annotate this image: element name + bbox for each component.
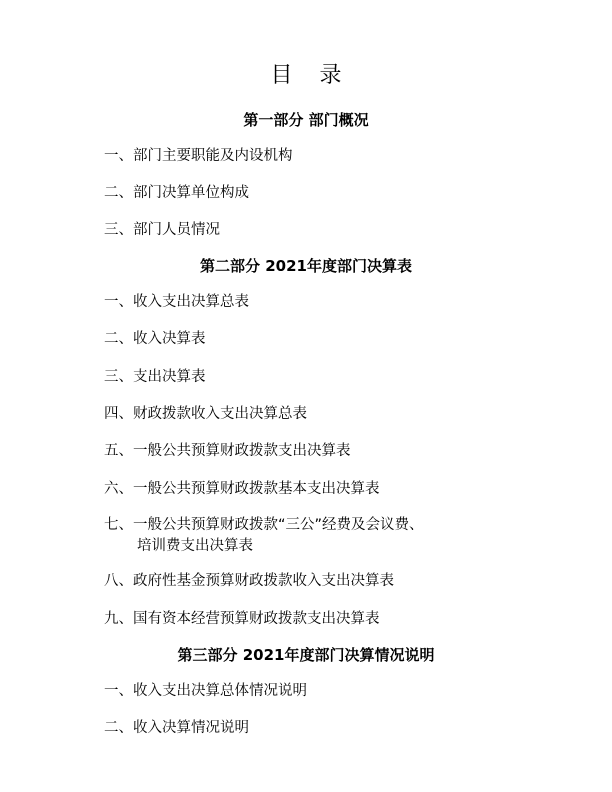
part-two-heading: 第二部分 2021年度部门决算表: [200, 257, 412, 275]
toc-item-part2-8: 八、政府性基金预算财政拨款收入支出决算表: [104, 573, 394, 589]
toc-item-part3-2: 二、收入决算情况说明: [104, 720, 249, 736]
toc-item-part1-1: 一、部门主要职能及内设机构: [104, 148, 293, 164]
toc-item-part1-3: 三、部门人员情况: [104, 222, 220, 238]
toc-item-part2-7: 七、一般公共预算财政拨款“三公”经费及会议费、: [104, 517, 424, 533]
part-one-heading: 第一部分 部门概况: [243, 111, 369, 129]
toc-item-part3-1: 一、收入支出决算总体情况说明: [104, 683, 307, 699]
toc-item-part2-7-continued: 培训费支出决算表: [137, 538, 253, 554]
toc-item-part2-5: 五、一般公共预算财政拨款支出决算表: [104, 443, 351, 459]
toc-item-part2-3: 三、支出决算表: [104, 369, 206, 385]
toc-item-part1-2: 二、部门决算单位构成: [104, 185, 249, 201]
part-three-heading: 第三部分 2021年度部门决算情况说明: [177, 646, 435, 664]
toc-item-part2-6: 六、一般公共预算财政拨款基本支出决算表: [104, 481, 380, 497]
toc-item-part2-2: 二、收入决算表: [104, 331, 206, 347]
toc-item-part2-9: 九、国有资本经营预算财政拨款支出决算表: [104, 611, 380, 627]
toc-item-part2-1: 一、收入支出决算总表: [104, 294, 249, 310]
page-title: 目 录: [270, 63, 352, 88]
toc-item-part2-4: 四、财政拨款收入支出决算总表: [104, 406, 307, 422]
